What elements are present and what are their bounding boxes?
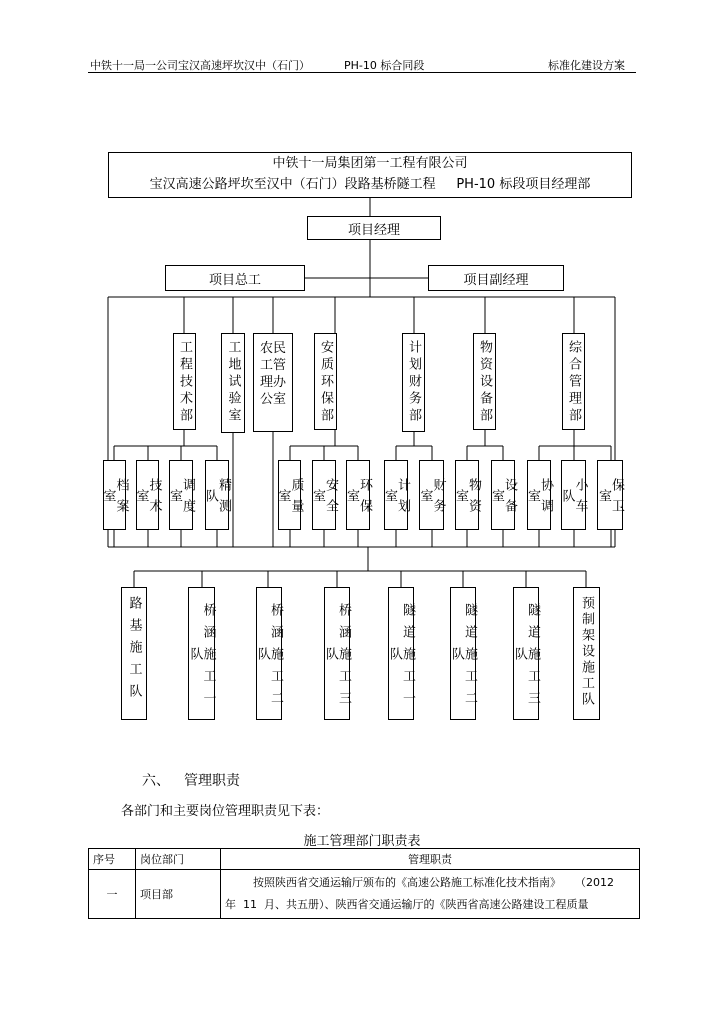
team-tunnel-3 [513, 587, 539, 720]
office-label: 物资室 [453, 478, 481, 520]
office-environment [346, 460, 370, 530]
team-label: 路基施工队 [126, 596, 142, 706]
office-label: 技术室 [133, 478, 162, 520]
office-label: 小车队 [559, 478, 588, 520]
table-row [89, 870, 640, 919]
office-archive [100, 460, 129, 530]
row-dept: 项目部 [136, 870, 221, 919]
team-tunnel-1 [388, 587, 414, 720]
office-dispatch [169, 460, 193, 530]
responsibility-table [88, 848, 640, 919]
org-top-line2: 宝汉高速公路坪坎至汉中（石门）段路基桥隧工程 PH-10 标段项目经理部 [149, 177, 591, 192]
team-precast [573, 587, 600, 720]
office-label: 计划室 [382, 478, 410, 520]
dept-general [562, 333, 585, 430]
office-label: 调度室 [167, 478, 195, 520]
office-label: 设备室 [489, 478, 517, 520]
section-intro: 各部门和主要岗位管理职责见下表： [121, 804, 330, 819]
dept-label: 安质环保部 [318, 340, 333, 425]
row-duty-line2: 年 11 月、共五册）、陕西省交通运输厅的《陕西省高速公路建设工程质量 [225, 898, 589, 911]
team-tunnel-2 [450, 587, 476, 720]
team-bridge-2 [256, 587, 282, 720]
header-cell-dept: 岗位部门 [136, 849, 221, 870]
team-roadbed [121, 587, 147, 720]
dept-safety [314, 333, 337, 430]
team-label: 桥涵施工二队 [255, 602, 283, 713]
office-label: 保卫室 [596, 478, 624, 520]
office-label: 环保室 [344, 478, 372, 520]
header-right: 标准化建设方案 [548, 59, 625, 72]
section-number: 六、 [142, 773, 170, 789]
office-coordination [527, 460, 551, 530]
table-header-row [89, 849, 640, 870]
office-planning [384, 460, 408, 530]
header-left: 中铁十一局一公司宝汉高速坪坎汉中（石门） [90, 59, 310, 72]
dept-migrant-office [253, 333, 293, 432]
dept-label: 物资设备部 [477, 340, 492, 425]
team-bridge-1 [188, 587, 215, 720]
office-label: 档案室 [100, 478, 129, 520]
team-label: 桥涵施工三队 [323, 602, 351, 713]
team-label: 隧道施工一队 [387, 602, 415, 713]
office-equipment [491, 460, 515, 530]
office-safety [312, 460, 336, 530]
dept-finance [402, 333, 425, 432]
office-label: 安全室 [310, 478, 338, 520]
dept-label: 综合管理部 [566, 340, 581, 425]
office-survey [205, 460, 229, 530]
dept-lab [221, 333, 245, 433]
team-label: 预制架设施工队 [579, 596, 594, 708]
office-security [597, 460, 623, 530]
org-top-box [108, 152, 632, 198]
section-title: 管理职责 [184, 773, 240, 789]
dept-materials [473, 333, 496, 430]
dept-label: 工程技术部 [177, 340, 192, 425]
office-label: 财务室 [417, 478, 446, 520]
team-label: 桥涵施工一队 [187, 602, 216, 713]
office-quality [275, 460, 304, 530]
office-finance [419, 460, 444, 530]
team-label: 隧道施工三队 [512, 602, 540, 713]
row-no: 一 [89, 870, 136, 919]
office-label: 质量室 [275, 478, 304, 520]
office-car-team [561, 460, 586, 530]
table-caption: 施工管理部门职责表 [303, 834, 421, 849]
dept-label: 计划财务部 [406, 340, 421, 425]
header-cell-no: 序号 [89, 849, 136, 870]
row-duty-line1: 按照陕西省交通运输厅颁布的《高速公路施工标准化技术指南》 （2012 [253, 876, 614, 889]
office-technical [133, 460, 162, 530]
project-manager-box: 项目经理 [307, 216, 441, 240]
team-bridge-3 [324, 587, 350, 720]
chief-engineer-box: 项目总工 [165, 265, 305, 291]
row-duty [221, 870, 640, 919]
office-materials [455, 460, 479, 530]
dept-label: 工地试验室 [225, 340, 241, 425]
dept-engineering [173, 333, 196, 430]
header-cell-duty: 管理职责 [221, 849, 640, 870]
header-middle: PH-10 标合同段 [344, 59, 425, 72]
office-label: 协调室 [525, 478, 553, 520]
office-label: 精测队 [203, 478, 231, 520]
deputy-manager-box: 项目副经理 [428, 265, 564, 291]
org-top-line1: 中铁十一局集团第一工程有限公司 [272, 156, 468, 171]
dept-label: 农民工管理办公室 [259, 341, 286, 407]
team-label: 隧道施工二队 [449, 602, 477, 713]
